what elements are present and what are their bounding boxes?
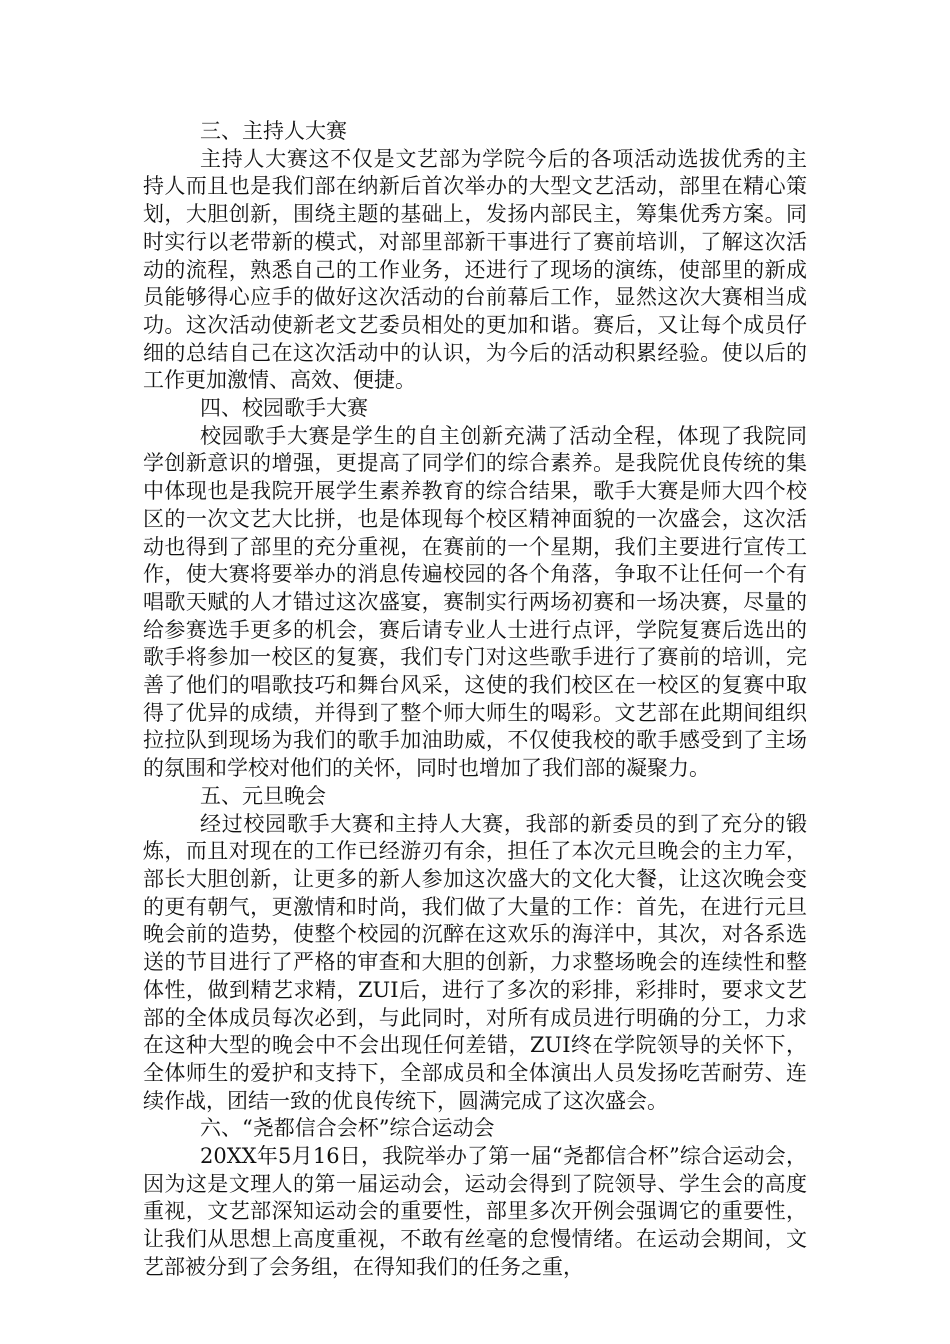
section-heading-sports-meet: 六、“尧都信合会杯”综合运动会 <box>200 1116 495 1141</box>
section-body-new-year-gala: 经过校园歌手大赛和主持人大赛，我部的新委员的到了充分的锻炼，而且对现在的工作已经游刃有余，担任了本次元旦晚会的主力军，部长大胆创新，让更多的新人参加这次盛大的文化大餐，让这次晚会变的更有朝气，更激情和时尚，我们做了大量的工作：首先，在进行元旦晚会前的造势，使整个校园的沉醉在这欢乐的海洋中，其次，对各系选送的节目进行了严格的审查和大胆的创新，力求整场晚会的连续性和整体性，做到精艺求精，ZUI后，进行了多次的彩排，彩排时，要求文艺部的全体成员每次必到，与此同时，对所有成员进行明确的分工，力求在这种大型的晚会中不会出现任何差错，ZUI终在学院领导的关怀下，全体师生的爱护和支持下，全部成员和全体演出人员发扬吃苦耐劳、连续作战，团结一致的优良传统下，圆满完成了这次盛会。 <box>143 811 807 1113</box>
section-body-sports-meet: 20XX年5月16日，我院举办了第一届“尧都信合杯”综合运动会，因为这是文理人的第一届运动会，运动会得到了院领导、学生会的高度重视，文艺部深知运动会的重要性，部里多次开例会强调它的重要性，让我们从思想上高度重视，不敢有丝毫的怠慢情绪。在运动会期间，文艺部被分到了会务组，在得知我们的任务之重， <box>143 1144 807 1279</box>
document-page <box>143 118 807 1282</box>
section-heading-host-contest: 三、主持人大赛 <box>200 119 347 143</box>
section-body-host-contest: 主持人大赛这不仅是文艺部为学院今后的各项活动选拔优秀的主持人而且也是我们部在纳新后首次举办的大型文艺活动，部里在精心策划，大胆创新，围绕主题的基础上，发扬内部民主，筹集优秀方案。同时实行以老带新的模式，对部里部新干事进行了赛前培训，了解这次活动的流程，熟悉自己的工作业务，还进行了现场的演练，使部里的新成员能够得心应手的做好这次活动的台前幕后工作，显然这次大赛相当成功。这次活动使新老文艺委员相处的更加和谐。赛后，又让每个成员仔细的总结自己在这次活动中的认识，为今后的活动积累经验。使以后的工作更加激情、高效、便捷。 <box>143 146 807 393</box>
section-heading-new-year-gala: 五、元旦晚会 <box>200 783 326 808</box>
section-body-singer-contest: 校园歌手大赛是学生的自主创新充满了活动全程，体现了我院同学创新意识的增强，更提高了同学们的综合素养。是我院优良传统的集中体现也是我院开展学生素养教育的综合结果，歌手大赛是师大四个校区的一次文艺大比拼，也是体现每个校区精神面貌的一次盛会，这次活动也得到了部里的充分重视，在赛前的一个星期，我们主要进行宣传工作，使大赛将要举办的消息传遍校园的各个角落，争取不让任何一个有唱歌天赋的人才错过这次盛宴，赛制实行两场初赛和一场决赛，尽量的给参赛选手更多的机会，赛后请专业人士进行点评，学院复赛后选出的歌手将参加一校区的复赛，我们专门对这些歌手进行了赛前的培训，完善了他们的唱歌技巧和舞台风采，这使的我们校区在一校区的复赛中取得了优异的成绩，并得到了整个师大师生的喝彩。文艺部在此期间组织拉拉队到现场为我们的歌手加油助威，不仅使我校的歌手感受到了主场的氛围和学校对他们的关怀，同时也增加了我们部的凝聚力。 <box>143 423 807 781</box>
section-heading-singer-contest: 四、校园歌手大赛 <box>200 396 368 421</box>
